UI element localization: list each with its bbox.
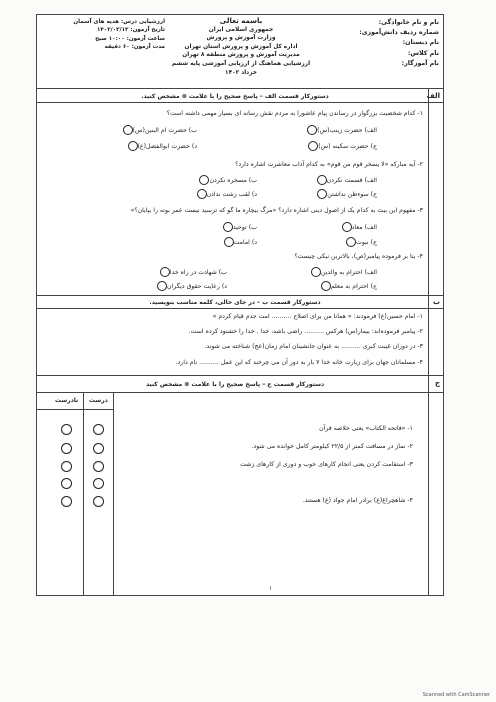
true-false-1: ۱- «فاتحه الکتاب» یعنی خلاصه قرآن [319, 425, 413, 432]
true-answer-1[interactable] [91, 424, 105, 435]
header-line: ارزشیابی هماهنگ از ارزیابی آموزشی پایه ششم [171, 60, 311, 67]
option-2d[interactable] [194, 189, 257, 199]
option-3b[interactable] [220, 222, 257, 232]
scanner-watermark: Scanned with CamScanner [422, 692, 490, 698]
question-4: ۴- بنا بر فرموده پیامبر(ص)، بالاترین نیکی چیست؟ [294, 253, 423, 260]
bismillah: باسمه تعالی [219, 17, 263, 25]
answer-circle[interactable] [317, 189, 327, 199]
divider [37, 392, 443, 393]
option-label: ج) احترام به معلم [330, 283, 377, 290]
divider [37, 295, 443, 296]
answer-circle[interactable] [224, 237, 234, 247]
exam-duration: مدت آزمون: ۶۰ دقیقه [104, 44, 165, 51]
section-b-letter: ب [432, 298, 440, 306]
exam-time: ساعت آزمون: ۱۰:۰۰ صبح [95, 35, 165, 42]
answer-circle[interactable] [342, 222, 352, 232]
option-1d[interactable] [125, 141, 197, 151]
true-answer-2[interactable] [91, 443, 105, 454]
option-2c[interactable] [314, 189, 377, 199]
option-4d[interactable] [154, 281, 227, 291]
section-c-letter: ج [434, 379, 440, 387]
option-label: ب) توحید [232, 224, 257, 231]
option-label: د) لقب زشت ندادن [206, 191, 257, 198]
field-row: شماره ردیف دانش‌آموزی: [359, 29, 439, 37]
false-answer-2[interactable] [59, 443, 73, 454]
field-school: نام دبستان: [402, 39, 439, 47]
divider [37, 308, 443, 309]
answer-circle[interactable] [93, 461, 104, 472]
student-info-fields [311, 18, 439, 69]
answer-circle[interactable] [307, 125, 317, 135]
fill-blank-3: ۳- در دوران غیبت کبری .......... به عنوان جانشینان امام زمان(عج) شناخته می شوند. [204, 343, 423, 350]
option-label: د) رعایت حقوق دیگران [167, 283, 227, 290]
answer-circle[interactable] [61, 478, 72, 489]
option-label: الف) احترام به والدین [320, 269, 377, 276]
option-2a[interactable] [314, 175, 377, 185]
page-number: ۱ [269, 585, 273, 592]
true-answer-3[interactable] [91, 461, 105, 472]
letter-column-divider [428, 89, 429, 595]
option-label: ج) حضرت سکینه (س) [318, 143, 377, 150]
option-label: د) امامت [233, 239, 257, 246]
answer-circle[interactable] [61, 461, 72, 472]
answer-circle[interactable] [311, 267, 321, 277]
answer-column-divider [83, 392, 84, 595]
exam-info [41, 18, 165, 52]
option-label: ج) سوءظن نداشتن [327, 191, 377, 198]
question-2: ۲- آیه مبارکه «لا یسخر قوم من قوم» به کدام آداب معاشرت اشاره دارد؟ [235, 161, 423, 168]
section-a-letter: الف [426, 92, 440, 100]
option-3a[interactable] [339, 222, 377, 232]
option-label: ب) شهادت در راه خدا [169, 269, 227, 276]
answer-circle[interactable] [61, 443, 72, 454]
field-teacher: نام آموزگار: [401, 59, 439, 67]
divider [37, 102, 443, 103]
option-1c[interactable] [305, 141, 377, 151]
false-answer-3b[interactable] [59, 478, 73, 489]
option-3d[interactable] [221, 237, 257, 247]
answer-circle[interactable] [321, 281, 331, 291]
section-b-instruction: دستورکار قسمت ب – در جای خالی، کلمه مناسب بنویسید. [149, 299, 321, 306]
true-answer-4[interactable] [91, 496, 105, 507]
exam-sheet [36, 14, 444, 596]
answer-circle[interactable] [317, 175, 327, 185]
column-true: درست [89, 397, 108, 404]
header-line: وزارت آموزش و پرورش [206, 35, 276, 42]
answer-circle[interactable] [61, 424, 72, 435]
option-label: د) حضرت ابوالفضل(ع) [137, 143, 197, 150]
false-answer-4[interactable] [59, 496, 73, 507]
option-label: ب) مسخره نکردن [209, 177, 257, 184]
false-answer-1[interactable] [59, 424, 73, 435]
column-false: نادرست [55, 397, 79, 404]
option-1b[interactable] [120, 125, 197, 135]
fill-blank-1: ۱- امام حسین(ع) فرمودند: « همانا من برای اصلاح .......... امت جدم قیام کردم » [212, 313, 423, 320]
answer-circle[interactable] [93, 496, 104, 507]
answer-circle[interactable] [61, 496, 72, 507]
answer-circle[interactable] [197, 189, 207, 199]
exam-date: تاریخ آزمون: ۱۴۰۲/۰۳/۱۳ [97, 27, 165, 34]
field-class: نام کلاس: [407, 49, 439, 57]
field-name: نام و نام خانوادگی: [378, 19, 439, 26]
divider [37, 409, 114, 410]
option-label: الف) حضرت زینب(س) [317, 127, 377, 134]
option-label: ج) نبوت [356, 239, 377, 246]
true-false-4: ۴- شاهچراغ(ع) برادر امام جواد (ع) هستند. [302, 497, 413, 504]
question-3: ۳- مفهوم این بیت به کدام یک از اصول دینی اشاره دارد؟ «مرگ بیچاره ما گو که ترسید نیست عمر بوته را بپایان؟» [130, 207, 423, 214]
divider [37, 375, 443, 376]
section-a-instruction: دستورکار قسمت الف – پاسخ صحیح را با علامت ⊗ مشخص کنید. [141, 93, 329, 100]
answer-circle[interactable] [346, 237, 356, 247]
fill-blank-2: ۲- پیامبر فرموده‌اند: بیمار(س) هرکس .......... راضی باشد، خدا . خدا را خشنود کرده است. [188, 328, 423, 335]
answer-circle[interactable] [93, 443, 104, 454]
false-answer-3[interactable] [59, 461, 73, 472]
option-3c[interactable] [343, 237, 377, 247]
header-line: جمهوری اسلامی ایران [208, 26, 274, 33]
option-label: ب) حضرت ام البنین(س) [132, 127, 197, 134]
option-4a[interactable] [308, 267, 377, 277]
option-4b[interactable] [157, 267, 227, 277]
option-label: الف) معاد [351, 224, 377, 231]
exam-header [37, 15, 443, 89]
answer-circle[interactable] [308, 141, 318, 151]
exam-subject: ارزشیابی درس: هدیه های آسمان [73, 19, 165, 25]
answer-circle[interactable] [93, 478, 104, 489]
question-1: ۱- کدام شخصیت بزرگوار در رساندن پیام عاشورا به مردم نقش رسانه ای بسیار مهمی داشته است؟ [166, 110, 423, 117]
header-line: اداره کل آموزش و پرورش استان تهران [184, 43, 298, 50]
answer-circle[interactable] [223, 222, 233, 232]
option-1a[interactable] [304, 125, 377, 135]
option-4c[interactable] [318, 281, 377, 291]
answer-circle[interactable] [93, 424, 104, 435]
section-c-instruction: دستورکار قسمت ج – پاسخ صحیح را با علامت ⊗ مشخص کنید [145, 381, 325, 388]
true-answer-3b[interactable] [91, 478, 105, 489]
true-false-3: ۳- استقامت کردن یعنی انجام کارهای خوب و دوری از کارهای زشت [240, 461, 413, 468]
option-2b[interactable] [196, 175, 257, 185]
option-label: الف) قسمت نکردن [326, 177, 377, 184]
header-line: خرداد ۱۴۰۲ [225, 69, 257, 76]
answer-circle[interactable] [123, 125, 133, 135]
header-line: مدیریت آموزش و پرورش منطقه ۸ تهران [182, 52, 300, 59]
answer-circle[interactable] [128, 141, 138, 151]
answer-column-divider [113, 392, 114, 595]
true-false-2: ۲- نماز در مسافت کمتر از ۲۲/۵ کیلومتر کامل خوانده می شود. [251, 443, 413, 450]
header-center [167, 17, 315, 77]
answer-circle[interactable] [160, 267, 170, 277]
answer-circle[interactable] [157, 281, 167, 291]
answer-circle[interactable] [199, 175, 209, 185]
fill-blank-4: ۴- مسلمانان جهان برای زیارت خانه خدا ۷ بار به دور آن می چرخند که این عمل .......... نام دارد. [175, 359, 423, 366]
